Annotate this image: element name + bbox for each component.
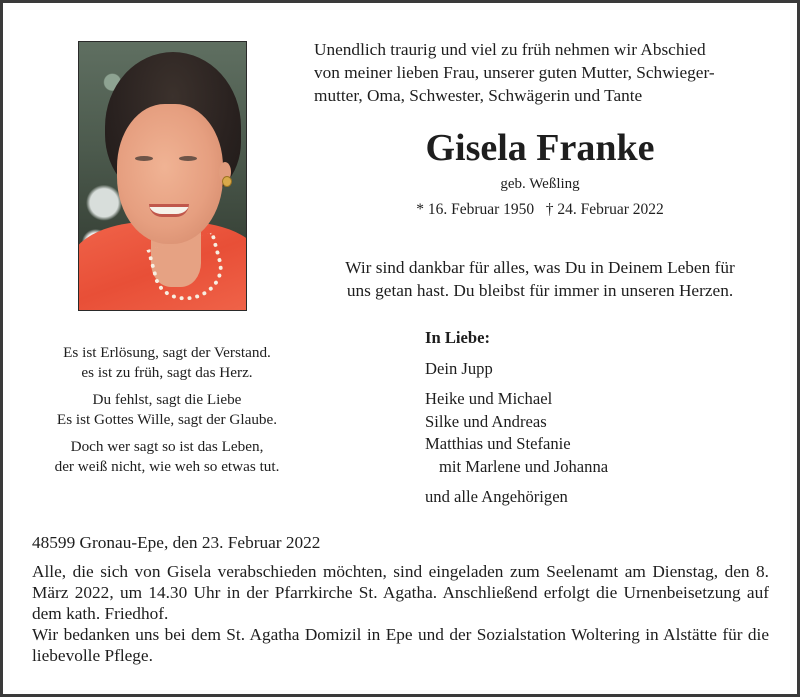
mourner-child: Matthias und Stefanie	[425, 434, 571, 453]
portrait-photo	[78, 41, 247, 311]
birth-name: geb. Weßling	[500, 176, 580, 192]
thanks-line: uns getan hast. Du bleibst für immer in unseren Herzen.	[346, 281, 734, 300]
poem-stanza	[22, 343, 312, 383]
mourners-list	[425, 327, 608, 509]
intro-line: Unendlich traurig und viel zu früh nehmen wir Abschied	[314, 40, 706, 59]
thanks-text	[300, 256, 780, 302]
intro-line: mutter, Oma, Schwester, Schwägerin und Tante	[314, 86, 643, 105]
mourner-child: Heike und Michael	[425, 389, 553, 408]
poem-line: es ist zu früh, sagt das Herz.	[81, 364, 253, 381]
funeral-details	[32, 561, 769, 666]
poem-line: Du fehlst, sagt die Liebe	[92, 391, 242, 408]
poem-line: Es ist Gottes Wille, sagt der Glaube.	[56, 411, 278, 428]
poem	[22, 343, 312, 484]
photo-face	[117, 104, 223, 244]
mourner-grandchildren: mit Marlene und Johanna	[439, 456, 609, 476]
intro-text	[314, 38, 715, 107]
photo-earring	[222, 176, 232, 187]
mourners-heading: In Liebe:	[425, 328, 490, 347]
deceased-name: Gisela Franke	[425, 127, 655, 169]
poem-line: Es ist Erlösung, sagt der Verstand.	[63, 344, 271, 361]
acknowledgement: Wir bedanken uns bei dem St. Agatha Domizil in Epe und der Sozialstation Woltering in Alstätte für die liebevolle Pflege.	[32, 625, 769, 665]
mourner-others: und alle Angehörigen	[425, 487, 568, 506]
photo-eye-left	[135, 156, 153, 161]
mourner-spouse: Dein Jupp	[425, 358, 493, 378]
mourner-child: Silke und Andreas	[425, 411, 547, 431]
thanks-line: Wir sind dankbar für alles, was Du in Deinem Leben für	[345, 258, 735, 277]
poem-stanza	[22, 390, 312, 430]
photo-eye-right	[179, 156, 197, 161]
poem-stanza	[22, 437, 312, 477]
intro-line: von meiner lieben Frau, unserer guten Mutter, Schwieger-	[314, 63, 715, 82]
photo-smile	[149, 204, 189, 217]
poem-line: Doch wer sagt so ist das Leben,	[70, 438, 264, 455]
place-and-date: 48599 Gronau-Epe, den 23. Februar 2022	[32, 533, 321, 552]
poem-line: der weiß nicht, wie weh so etwas tut.	[54, 458, 280, 475]
life-dates: * 16. Februar 1950 † 24. Februar 2022	[416, 201, 664, 218]
mourner-children	[425, 388, 608, 478]
funeral-info: Alle, die sich von Gisela verabschieden möchten, sind eingeladen zum Seelenamt am Dienstag, den 8. März 2022, um 14.30 Uhr in der Pfarrkirche St. Agatha. Anschließend erfolgt die Urnenbeisetzung auf dem kath. Friedhof.	[32, 562, 769, 623]
